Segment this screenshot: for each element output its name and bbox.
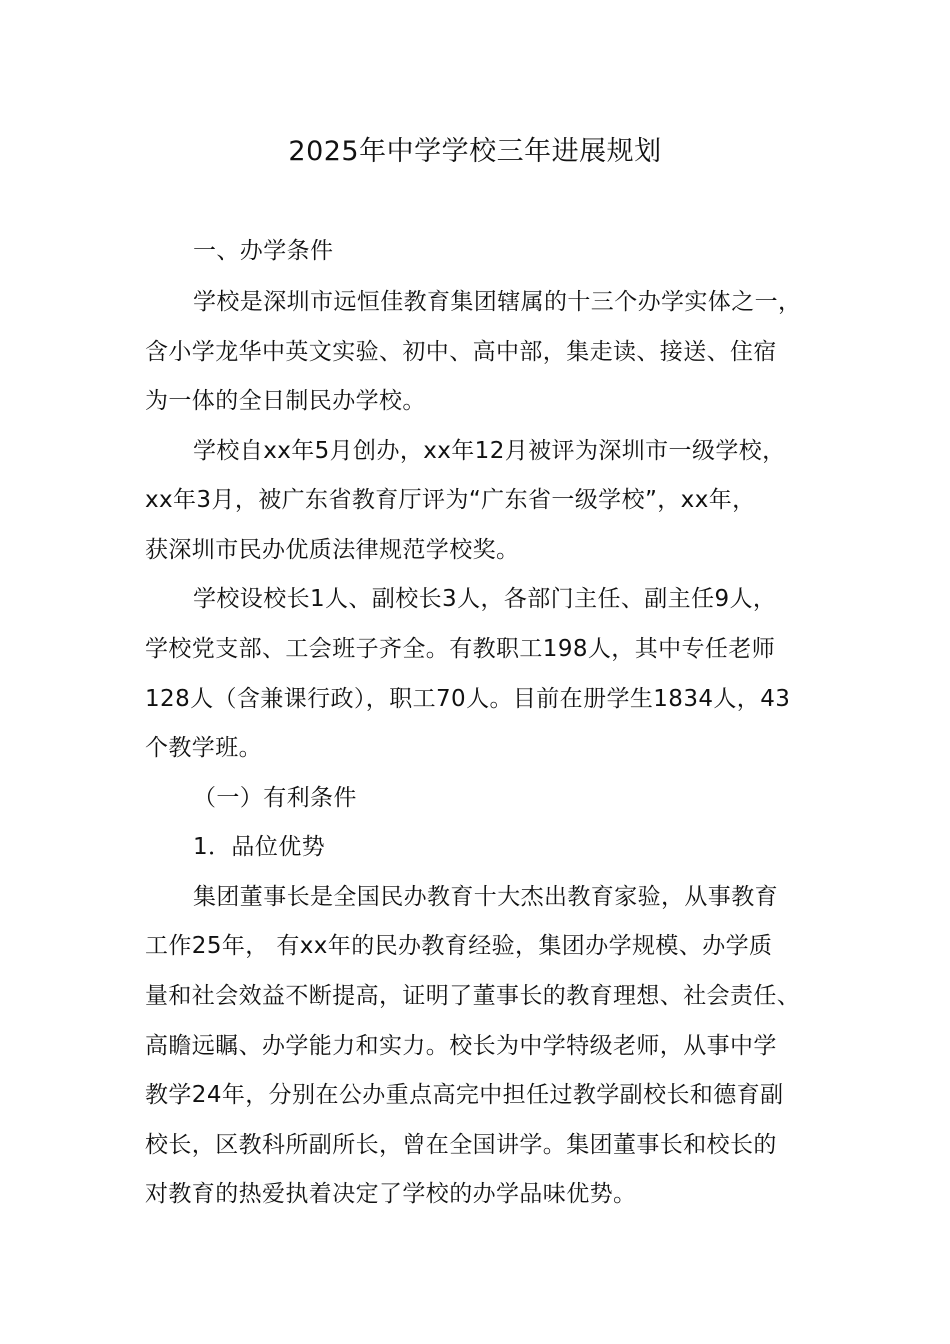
paragraph-line: xx年3月，被广东省教育厅评为“广东省一级学校”，xx年， [145, 487, 756, 513]
paragraph-line: 教学24年，分别在公办重点高完中担任过教学副校长和德育副 [145, 1082, 784, 1108]
paragraph-line: 量和社会效益不断提高，证明了董事长的教育理想、社会责任、 [145, 983, 801, 1009]
document-title: 2025年中学学校三年进展规划 [288, 136, 662, 167]
paragraph-line: 获深圳市民办优质法律规范学校奖。 [145, 537, 520, 563]
paragraph-line: 对教育的热爱执着决定了学校的办学品味优势。 [145, 1181, 637, 1207]
paragraph-line: 个教学班。 [145, 735, 262, 761]
subsection-heading-quality: 1．品位优势 [193, 834, 326, 860]
paragraph-line: 学校自xx年5月创办，xx年12月被评为深圳市一级学校， [193, 438, 786, 464]
paragraph-line: 工作25年， 有xx年的民办教育经验，集团办学规模、办学质 [145, 933, 773, 959]
paragraph-line: 校长，区教科所副所长，曾在全国讲学。集团董事长和校长的 [145, 1132, 777, 1158]
paragraph-line: 含小学龙华中英文实验、初中、高中部，集走读、接送、住宿 [145, 339, 777, 365]
subsection-heading-favorable: （一）有利条件 [193, 785, 357, 811]
paragraph-line: 高瞻远瞩、办学能力和实力。校长为中学特级老师，从事中学 [145, 1033, 777, 1059]
paragraph-line: 为一体的全日制民办学校。 [145, 388, 426, 414]
paragraph-line: 学校设校长1人、副校长3人，各部门主任、副主任9人， [193, 586, 777, 612]
paragraph-line: 128人（含兼课行政），职工70人。目前在册学生1834人，43 [145, 686, 791, 712]
paragraph-line: 集团董事长是全国民办教育十大杰出教育家验，从事教育 [193, 884, 778, 910]
paragraph-line: 学校党支部、工会班子齐全。有教职工198人，其中专任老师 [145, 636, 776, 662]
paragraph-line: 学校是深圳市远恒佳教育集团辖属的十三个办学实体之一， [193, 289, 802, 315]
section-heading-conditions: 一、办学条件 [193, 238, 334, 264]
